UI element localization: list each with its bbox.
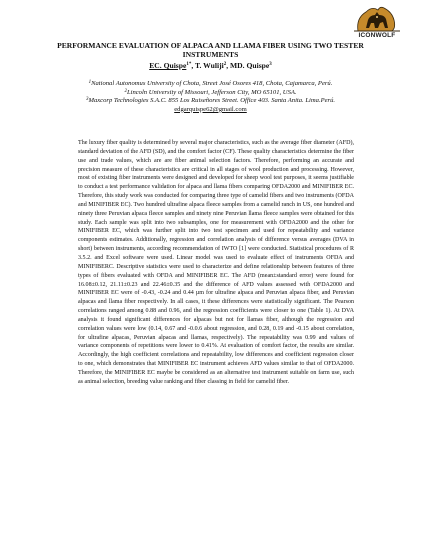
affiliation-2: $^2$Lincoln University of Missouri, Jefferson City, MO 65101, USA. [124,88,297,96]
conference-logo [344,4,410,44]
affiliations [50,80,371,114]
logo-wordmark: ICONWOLF [358,32,396,39]
abstract-body: The luxury fiber quality is determined by several major characteristics, such as the average fiber diameter (AFD), standard deviation of the AFD (SD), and the comfort factor (CF). These quality characteristics determine the fiber use and trade values, which are are fiber animal selection factors. Therefore, performing an accurate and precision measure of these characteristics are critical in all stages of wool production and processing. However, most of existing fiber instruments were designed and developed for sheep wool test purposes, it seems justifiable to conduct a test performance validation for alpaca and llama fibers comparing OFDA2000 and MINIFIBER EC. Therefore, this study work was conducted for comparing three type of camelid fibers and two instruments (OFDA and MINIFIBER EC). Two hundred ultrafine alpaca fleece samples from a camelid ranch in US, one hundred and ninety three Peruvian alpaca fleece samples and ninety nine Peruvian llama fleece samples were obtained for this study. Each sample was split into two subsamples, one for measurement with OFDA2000 and the other for MINIFIBER EC, which was further split into two test specimen and used for repeatability and variance components estimates. Additionally, regression and correlation analysis of difference versus averages (DVA in short) between instruments, according recommendation of IWTO [1] were conducted. Statistical procedures of R 3.5.2. and Excel software were used. Linear model was used to evaluate effect of instruments OFDA and MINIFIBERC. Descriptive statistics were used to characterize and define relationship between features of three types of fibers evaluated with OFDA and MINIFIBER EC. The AFD (mean±standard error) were found for 16.08±0.12, 21.11±0.23 and 22.46±0.35 and the difference of AFD values assessed with OFDA2000 and MINIFIBER EC were of -0.43, -0.24 and 0.44 µm for ultrafine alpaca and Peruvian alpaca fiber, and Peruvian alpacas and llama fiber respectively. In all cases, it these differences were statistically significant. The Pearson correlations ranged among 0.88 and 0.96, and the regression coefficients were closer to one (Table 1). At DVA analysis it found significant differences for alpacas but not for llamas fiber, although the regression and correlation values were low (0.14, 0.67 and -0.0.6 about regression, and 0.28, 0.19 and -0.15 about correlation, for ultrafine alpacas, Peruvian alpacas and llamas, respectively). The repeatability was 0.99 and values of variance components of repetitions were lower to 0.41%. At evaluation of comfort factor, the results are similar. Accordingly, the high coefficient correlations and repeatability, low differences and coefficient regression closer to one, which demonstrates that MINIFIBER EC instrument achieves AFD values similar to that of OFDA2000. Therefore, the MINIFIBER EC maybe be considered as an alternative test instrument suitable on farm use, such as animal selection, breeding value ranking and fiber classing in field for camelid fiber. [78,140,354,385]
author-2-superscript: 2 [223,62,227,67]
wolf-emblem-icon [344,4,410,34]
email-link[interactable]: edgarquispe62@gmail.com [174,105,247,113]
author-3-superscript: 3 [269,62,272,67]
author-2: , T. Wuliji [191,61,224,70]
author-1: EC. Quispe [149,61,187,70]
affiliation-1: $^1$National Autonomus University of Chota, Street José Osores 418, Chota, Cajamarca, Perú. [88,80,333,87]
email-line [50,106,371,115]
paper-title: PERFORMANCE EVALUATION OF ALPACA AND LLAMA FIBER USING TWO TESTER INSTRUMENTS [57,41,364,60]
author-3: , MD. Quispe [226,61,270,70]
author-line [40,61,381,70]
author-1-superscript: 1* [186,62,192,67]
affiliation-3: $^3$Maxcorp Technologies S.A.C. 855 Los Ruiseñores Street. Office 403. Santa Anita. Lima.Perú. [85,97,336,105]
